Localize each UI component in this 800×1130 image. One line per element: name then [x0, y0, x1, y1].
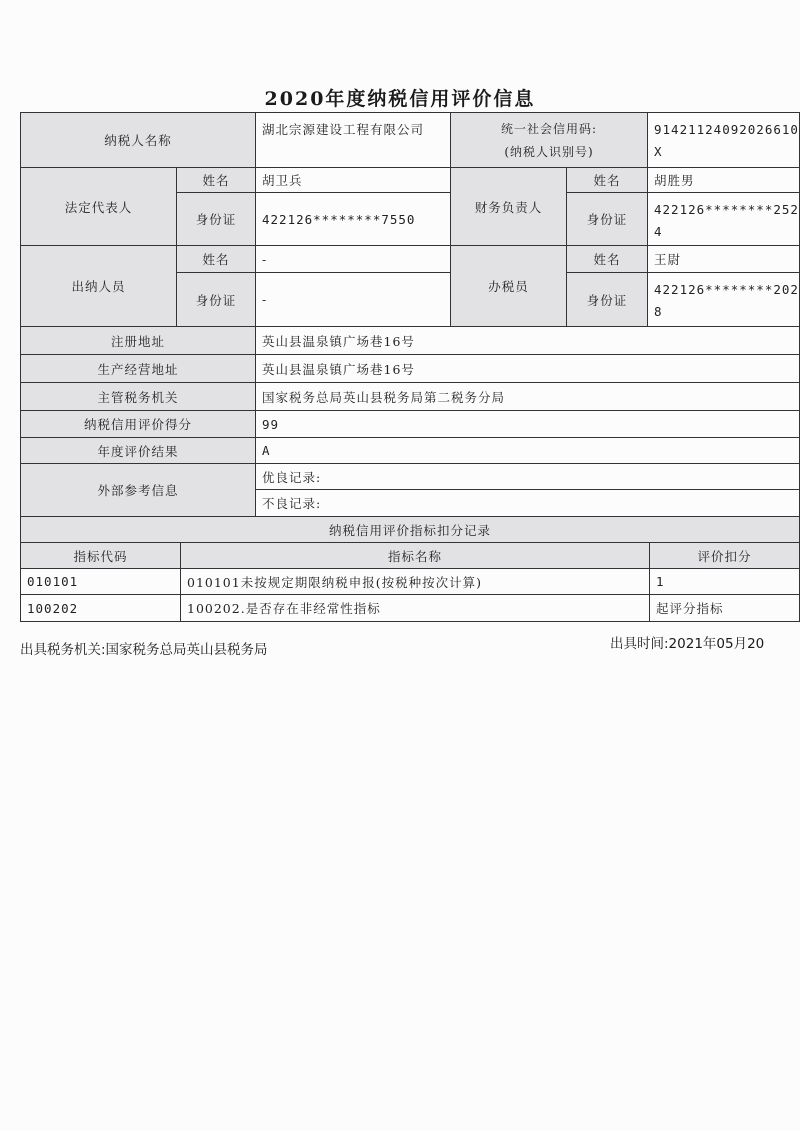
row1-name: 010101未按规定期限纳税申报(按税种按次计算) — [180, 568, 650, 595]
finance-head-id-value: 422126********2524 — [647, 192, 800, 246]
good-record: 优良记录: — [255, 463, 800, 490]
finance-head-name-label: 姓名 — [566, 167, 648, 193]
header-indicator-name: 指标名称 — [180, 542, 650, 569]
tax-officer-label: 办税员 — [450, 245, 567, 327]
legal-rep-name-label: 姓名 — [176, 167, 256, 193]
result-label: 年度评价结果 — [20, 437, 256, 464]
bad-record: 不良记录: — [255, 489, 800, 517]
tax-officer-id-value: 422126********2028 — [647, 272, 800, 327]
legal-rep-name-value: 胡卫兵 — [255, 167, 451, 193]
reg-address-label: 注册地址 — [20, 326, 256, 355]
taxpayer-name-value: 湖北宗源建设工程有限公司 — [255, 112, 451, 168]
legal-rep-id-label: 身份证 — [176, 192, 256, 246]
cashier-id-label: 身份证 — [176, 272, 256, 327]
issuer: 出具税务机关:国家税务总局英山县税务局 — [20, 642, 268, 658]
row2-code: 100202 — [20, 594, 181, 622]
reg-address-value: 英山县温泉镇广场巷16号 — [255, 326, 800, 355]
biz-address-label: 生产经营地址 — [20, 354, 256, 383]
finance-head-id-label: 身份证 — [566, 192, 648, 246]
tax-officer-id-label: 身份证 — [566, 272, 648, 327]
document-title: 2020年度纳税信用评价信息 — [264, 88, 536, 110]
credit-code-value: 91421124092026610X — [647, 112, 800, 168]
cashier-name-value: - — [255, 245, 451, 273]
header-indicator-code: 指标代码 — [20, 542, 181, 569]
credit-code-label-cell — [450, 112, 648, 168]
row1-score: 1 — [649, 568, 800, 595]
cashier-id-value: - — [255, 272, 451, 327]
deduction-section-title: 纳税信用评价指标扣分记录 — [20, 516, 800, 543]
result-value: A — [255, 437, 800, 464]
legal-rep-id-value: 422126********7550 — [255, 192, 451, 246]
score-value: 99 — [255, 410, 800, 438]
issue-time: 出具时间:2021年05月20 — [610, 636, 765, 652]
taxpayer-name-label: 纳税人名称 — [20, 112, 256, 168]
authority-value: 国家税务总局英山县税务局第二税务分局 — [255, 382, 800, 411]
row1-code: 010101 — [20, 568, 181, 595]
finance-head-label: 财务负责人 — [450, 167, 567, 246]
tax-officer-name-label: 姓名 — [566, 245, 648, 273]
row2-name: 100202.是否存在非经常性指标 — [180, 594, 650, 622]
score-label: 纳税信用评价得分 — [20, 410, 256, 438]
cashier-name-label: 姓名 — [176, 245, 256, 273]
tax-officer-name-value: 王尉 — [647, 245, 800, 273]
finance-head-name-value: 胡胜男 — [647, 167, 800, 193]
biz-address-value: 英山县温泉镇广场巷16号 — [255, 354, 800, 383]
authority-label: 主管税务机关 — [20, 382, 256, 411]
cashier-label: 出纳人员 — [20, 245, 177, 327]
credit-code-sublabel: (纳税人识别号) — [504, 145, 594, 159]
legal-rep-label: 法定代表人 — [20, 167, 177, 246]
header-deduction-score: 评价扣分 — [649, 542, 800, 569]
external-info-label: 外部参考信息 — [20, 463, 256, 517]
credit-code-label: 统一社会信用码: — [500, 122, 598, 136]
row2-score: 起评分指标 — [649, 594, 800, 622]
